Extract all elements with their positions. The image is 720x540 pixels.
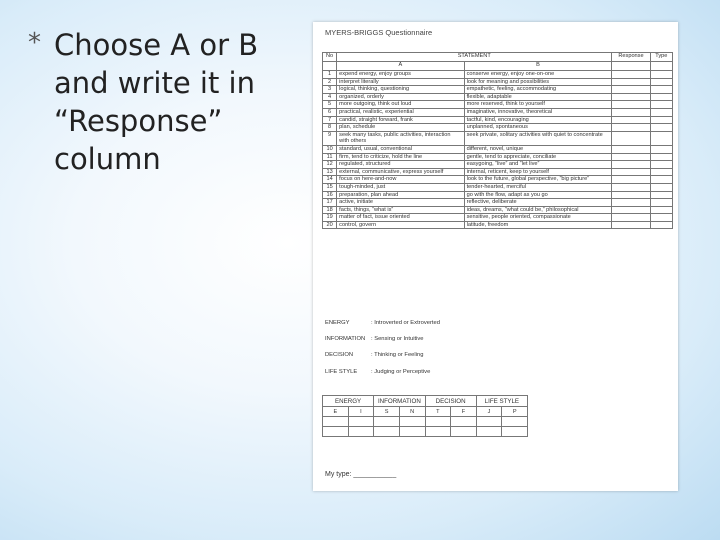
type-cell xyxy=(650,71,672,79)
type-cell xyxy=(650,168,672,176)
statement-b: ideas, dreams, “what could be,” philosophical xyxy=(464,206,612,214)
table-row xyxy=(323,131,673,145)
statement-b: reflective, deliberate xyxy=(464,199,612,207)
type-cell xyxy=(650,86,672,94)
row-number: 14 xyxy=(323,176,337,184)
statement-a: active, initiate xyxy=(337,199,464,207)
response-cell xyxy=(612,131,650,145)
response-cell xyxy=(612,214,650,222)
type-cell xyxy=(650,191,672,199)
row-number: 8 xyxy=(323,124,337,132)
statement-b: sensitive, people oriented, compassionate xyxy=(464,214,612,222)
header-b: B xyxy=(464,62,612,71)
statement-b: easygoing, “live” and “let live” xyxy=(464,161,612,169)
table-subheader-row xyxy=(323,62,673,71)
statement-a: candid, straight forward, frank xyxy=(337,116,464,124)
statement-b: empathetic, feeling, accommodating xyxy=(464,86,612,94)
table-row xyxy=(323,176,673,184)
response-cell xyxy=(612,86,650,94)
type-cell xyxy=(650,108,672,116)
table-row xyxy=(323,86,673,94)
table-row xyxy=(323,116,673,124)
statement-a: focus on here-and-now xyxy=(337,176,464,184)
type-cell xyxy=(650,145,672,153)
statement-a: control, govern xyxy=(337,221,464,229)
type-cell xyxy=(650,183,672,191)
header-no: No xyxy=(323,53,337,62)
letter-t: T xyxy=(425,407,451,417)
response-cell xyxy=(612,116,650,124)
statement-b: flexible, adaptable xyxy=(464,93,612,101)
questionnaire-title: MYERS-BRIGGS Questionnaire xyxy=(325,28,433,37)
statement-a: practical, realistic, experiential xyxy=(337,108,464,116)
statement-a: standard, usual, conventional xyxy=(337,145,464,153)
response-cell xyxy=(612,145,650,153)
type-cell xyxy=(650,161,672,169)
row-number: 4 xyxy=(323,93,337,101)
statement-a: regulated, structured xyxy=(337,161,464,169)
response-cell xyxy=(612,108,650,116)
table-row xyxy=(323,183,673,191)
row-number: 17 xyxy=(323,199,337,207)
statement-b: more reserved, think to yourself xyxy=(464,101,612,109)
row-number: 16 xyxy=(323,191,337,199)
header-type: Type xyxy=(650,53,672,62)
row-number: 7 xyxy=(323,116,337,124)
statement-b: imaginative, innovative, theoretical xyxy=(464,108,612,116)
table-row xyxy=(323,101,673,109)
response-cell xyxy=(612,124,650,132)
table-row xyxy=(323,108,673,116)
letter-s: S xyxy=(374,407,400,417)
summary-letters-row xyxy=(323,407,528,417)
row-number: 5 xyxy=(323,101,337,109)
bullet-asterisk: * xyxy=(28,28,41,58)
legend-information: INFORMATION : Sensing or Intuitive xyxy=(325,336,424,342)
response-cell xyxy=(612,168,650,176)
response-cell xyxy=(612,199,650,207)
table-row xyxy=(323,199,673,207)
header-response: Response xyxy=(612,53,650,62)
statement-a: tough-minded, just xyxy=(337,183,464,191)
statement-a: logical, thinking, questioning xyxy=(337,86,464,94)
type-cell xyxy=(650,221,672,229)
statement-a: organized, orderly xyxy=(337,93,464,101)
row-number: 2 xyxy=(323,78,337,86)
table-row xyxy=(323,124,673,132)
table-row xyxy=(323,153,673,161)
row-number: 13 xyxy=(323,168,337,176)
summary-energy: ENERGY xyxy=(323,396,374,407)
table-row xyxy=(323,168,673,176)
statement-a: matter of fact, issue oriented xyxy=(337,214,464,222)
statement-b: seek private, solitary activities with quiet to concentrate xyxy=(464,131,612,145)
statement-a: plan, schedule xyxy=(337,124,464,132)
summary-blank-row xyxy=(323,417,528,427)
header-statement: STATEMENT xyxy=(337,53,612,62)
table-row xyxy=(323,206,673,214)
response-cell xyxy=(612,93,650,101)
legend-energy: ENERGY : Introverted or Extroverted xyxy=(325,320,440,326)
letter-i: I xyxy=(348,407,374,417)
statement-b: unplanned, spontaneous xyxy=(464,124,612,132)
statement-a: more outgoing, think out loud xyxy=(337,101,464,109)
statement-a: facts, things, “what is” xyxy=(337,206,464,214)
table-row xyxy=(323,161,673,169)
row-number: 12 xyxy=(323,161,337,169)
table-row xyxy=(323,191,673,199)
letter-j: J xyxy=(476,407,502,417)
summary-information: INFORMATION xyxy=(374,396,425,407)
letter-f: F xyxy=(451,407,477,417)
response-cell xyxy=(612,78,650,86)
row-number: 3 xyxy=(323,86,337,94)
summary-decision: DECISION xyxy=(425,396,476,407)
summary-lifestyle: LIFE STYLE xyxy=(476,396,527,407)
statement-b: conserve energy, enjoy one-on-one xyxy=(464,71,612,79)
table-row xyxy=(323,93,673,101)
type-cell xyxy=(650,199,672,207)
row-number: 6 xyxy=(323,108,337,116)
statement-b: latitude, freedom xyxy=(464,221,612,229)
table-row xyxy=(323,71,673,79)
response-cell xyxy=(612,176,650,184)
statement-a: seek many tasks, public activities, interaction with others xyxy=(337,131,464,145)
header-a: A xyxy=(337,62,464,71)
row-number: 15 xyxy=(323,183,337,191)
summary-header-row xyxy=(323,396,528,407)
table-row xyxy=(323,221,673,229)
type-cell xyxy=(650,214,672,222)
type-cell xyxy=(650,116,672,124)
legend-decision: DECISION : Thinking or Feeling xyxy=(325,352,424,358)
response-cell xyxy=(612,206,650,214)
row-number: 9 xyxy=(323,131,337,145)
summary-blank-row xyxy=(323,427,528,437)
statement-b: gentle, tend to appreciate, conciliate xyxy=(464,153,612,161)
questionnaire-image xyxy=(313,22,678,491)
response-cell xyxy=(612,153,650,161)
statement-a: interpret literally xyxy=(337,78,464,86)
statement-b: go with the flow, adapt as you go xyxy=(464,191,612,199)
instruction-text: Choose A or B and write it in “Response” column xyxy=(54,28,259,176)
table-row xyxy=(323,145,673,153)
statement-a: external, communicative, express yourself xyxy=(337,168,464,176)
type-cell xyxy=(650,124,672,132)
statement-b: tender-hearted, merciful xyxy=(464,183,612,191)
type-summary-table xyxy=(322,395,528,437)
letter-p: P xyxy=(502,407,528,417)
letter-e: E xyxy=(323,407,349,417)
type-cell xyxy=(650,176,672,184)
row-number: 10 xyxy=(323,145,337,153)
response-cell xyxy=(612,221,650,229)
type-cell xyxy=(650,131,672,145)
my-type-line: My type: ___________ xyxy=(325,471,397,478)
response-cell xyxy=(612,71,650,79)
response-cell xyxy=(612,161,650,169)
statement-b: internal, reticent, keep to yourself xyxy=(464,168,612,176)
table-row xyxy=(323,78,673,86)
type-cell xyxy=(650,101,672,109)
table-row xyxy=(323,214,673,222)
row-number: 18 xyxy=(323,206,337,214)
slide-instruction xyxy=(28,26,298,178)
response-cell xyxy=(612,101,650,109)
type-cell xyxy=(650,206,672,214)
questionnaire-table xyxy=(322,52,673,229)
statement-b: different, novel, unique xyxy=(464,145,612,153)
type-cell xyxy=(650,93,672,101)
table-header-row xyxy=(323,53,673,62)
type-cell xyxy=(650,78,672,86)
letter-n: N xyxy=(399,407,425,417)
statement-a: expend energy, enjoy groups xyxy=(337,71,464,79)
response-cell xyxy=(612,183,650,191)
statement-a: preparation, plan ahead xyxy=(337,191,464,199)
row-number: 11 xyxy=(323,153,337,161)
response-cell xyxy=(612,191,650,199)
row-number: 1 xyxy=(323,71,337,79)
statement-b: look for meaning and possibilities xyxy=(464,78,612,86)
statement-b: look to the future, global perspective, “big picture” xyxy=(464,176,612,184)
legend-lifestyle: LIFE STYLE : Judging or Perceptive xyxy=(325,369,431,375)
statement-b: tactful, kind, encouraging xyxy=(464,116,612,124)
questionnaire-body xyxy=(323,71,673,229)
row-number: 20 xyxy=(323,221,337,229)
row-number: 19 xyxy=(323,214,337,222)
type-cell xyxy=(650,153,672,161)
statement-a: firm, tend to criticize, hold the line xyxy=(337,153,464,161)
